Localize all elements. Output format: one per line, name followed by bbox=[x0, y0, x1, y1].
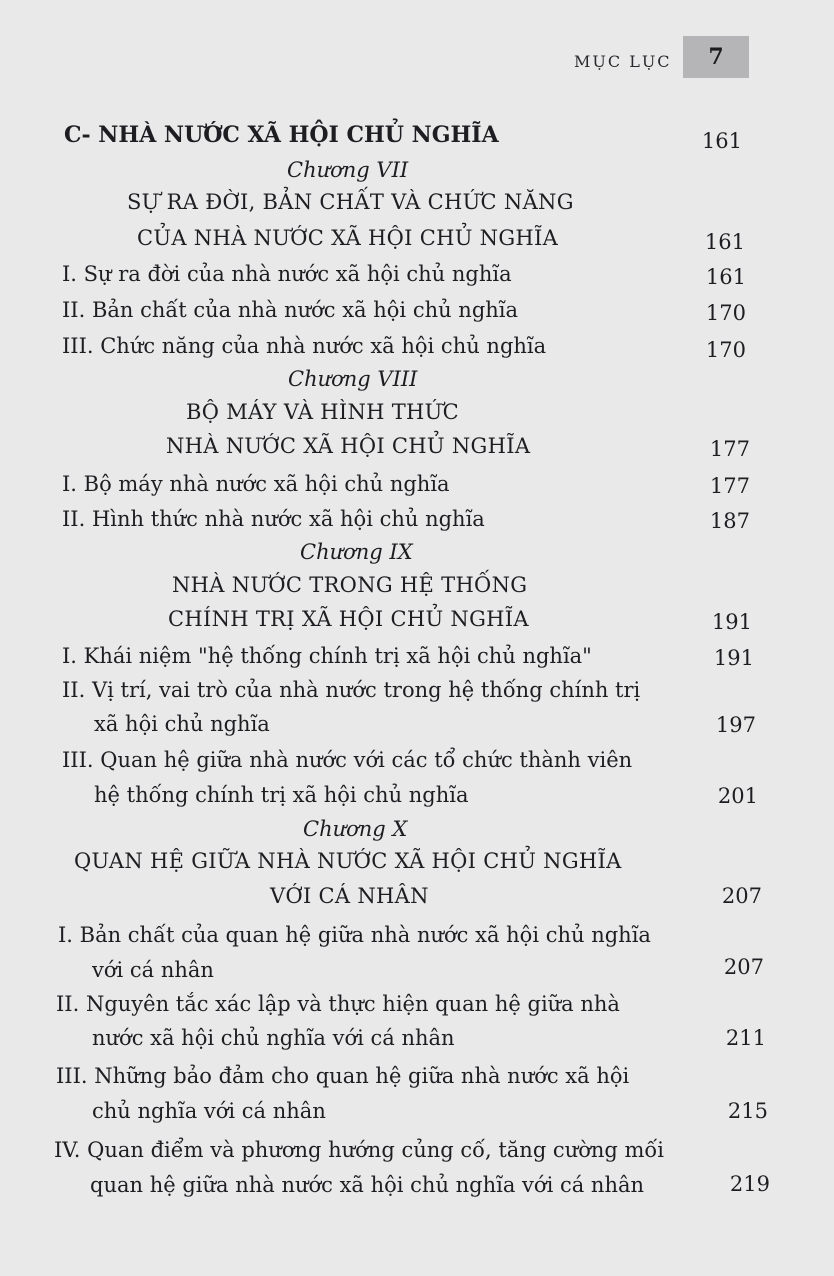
chapter-label: Chương IX bbox=[300, 540, 413, 564]
toc-entry-continued: xã hội chủ nghĩa bbox=[94, 712, 270, 736]
toc-entry-page: 211 bbox=[725, 1026, 766, 1050]
chapter-page: 177 bbox=[709, 437, 750, 461]
chapter-page: 161 bbox=[704, 230, 745, 254]
part-page: 161 bbox=[701, 129, 742, 153]
chapter-title: QUAN HỆ GIỮA NHÀ NƯỚC XÃ HỘI CHỦ NGHĨA bbox=[74, 849, 622, 873]
chapter-title: CỦA NHÀ NƯỚC XÃ HỘI CHỦ NGHĨA bbox=[137, 226, 559, 250]
chapter-label: Chương VIII bbox=[288, 367, 418, 391]
part-title: C- NHÀ NƯỚC XÃ HỘI CHỦ NGHĨA bbox=[64, 122, 499, 148]
toc-entry-page: 161 bbox=[705, 265, 746, 289]
toc-entry: III. Những bảo đảm cho quan hệ giữa nhà nước xã hội bbox=[56, 1064, 630, 1088]
chapter-title: NHÀ NƯỚC TRONG HỆ THỐNG bbox=[172, 573, 528, 597]
toc-entry: II. Hình thức nhà nước xã hội chủ nghĩa bbox=[62, 507, 485, 531]
toc-entry: III. Quan hệ giữa nhà nước với các tổ chức thành viên bbox=[62, 748, 633, 772]
page-number-box bbox=[683, 36, 749, 78]
toc-entry-page: 215 bbox=[727, 1099, 768, 1123]
chapter-label: Chương VII bbox=[287, 158, 409, 182]
toc-entry-page: 207 bbox=[723, 955, 764, 979]
chapter-title: NHÀ NƯỚC XÃ HỘI CHỦ NGHĨA bbox=[166, 434, 531, 458]
toc-entry-continued: nước xã hội chủ nghĩa với cá nhân bbox=[92, 1026, 455, 1050]
chapter-title: CHÍNH TRỊ XÃ HỘI CHỦ NGHĨA bbox=[168, 607, 529, 631]
toc-entry-continued: với cá nhân bbox=[92, 958, 214, 982]
toc-entry-continued: quan hệ giữa nhà nước xã hội chủ nghĩa với cá nhân bbox=[90, 1173, 645, 1197]
toc-entry-page: 170 bbox=[705, 301, 746, 325]
chapter-title: VỚI CÁ NHÂN bbox=[270, 884, 429, 908]
chapter-page: 191 bbox=[711, 610, 752, 634]
toc-entry-page: 219 bbox=[729, 1172, 770, 1196]
toc-entry: I. Khái niệm "hệ thống chính trị xã hội chủ nghĩa" bbox=[62, 644, 592, 668]
toc-entry: II. Nguyên tắc xác lập và thực hiện quan hệ giữa nhà bbox=[56, 992, 620, 1016]
toc-entry-page: 197 bbox=[715, 713, 756, 737]
toc-entry-page: 170 bbox=[705, 338, 746, 362]
page-number: 7 bbox=[708, 44, 724, 70]
toc-entry-page: 201 bbox=[717, 784, 758, 808]
toc-entry: I. Bản chất của quan hệ giữa nhà nước xã hội chủ nghĩa bbox=[58, 923, 651, 947]
toc-entry-continued: hệ thống chính trị xã hội chủ nghĩa bbox=[94, 783, 469, 807]
chapter-title: BỘ MÁY VÀ HÌNH THỨC bbox=[186, 400, 460, 424]
toc-entry-page: 177 bbox=[709, 474, 750, 498]
toc-entry: I. Bộ máy nhà nước xã hội chủ nghĩa bbox=[62, 472, 450, 496]
toc-entry: IV. Quan điểm và phương hướng củng cố, tăng cường mối bbox=[54, 1138, 664, 1162]
toc-entry: I. Sự ra đời của nhà nước xã hội chủ nghĩa bbox=[62, 262, 512, 286]
toc-entry: II. Vị trí, vai trò của nhà nước trong hệ thống chính trị bbox=[62, 678, 641, 702]
chapter-page: 207 bbox=[721, 884, 762, 908]
toc-entry-continued: chủ nghĩa với cá nhân bbox=[92, 1099, 326, 1123]
toc-entry-page: 187 bbox=[709, 509, 750, 533]
toc-entry-page: 191 bbox=[713, 646, 754, 670]
chapter-label: Chương X bbox=[303, 817, 408, 841]
running-header: MỤC LỤC bbox=[574, 52, 672, 71]
toc-entry: III. Chức năng của nhà nước xã hội chủ nghĩa bbox=[62, 334, 547, 358]
toc-entry: II. Bản chất của nhà nước xã hội chủ nghĩa bbox=[62, 298, 519, 322]
chapter-title: SỰ RA ĐỜI, BẢN CHẤT VÀ CHỨC NĂNG bbox=[127, 190, 574, 214]
